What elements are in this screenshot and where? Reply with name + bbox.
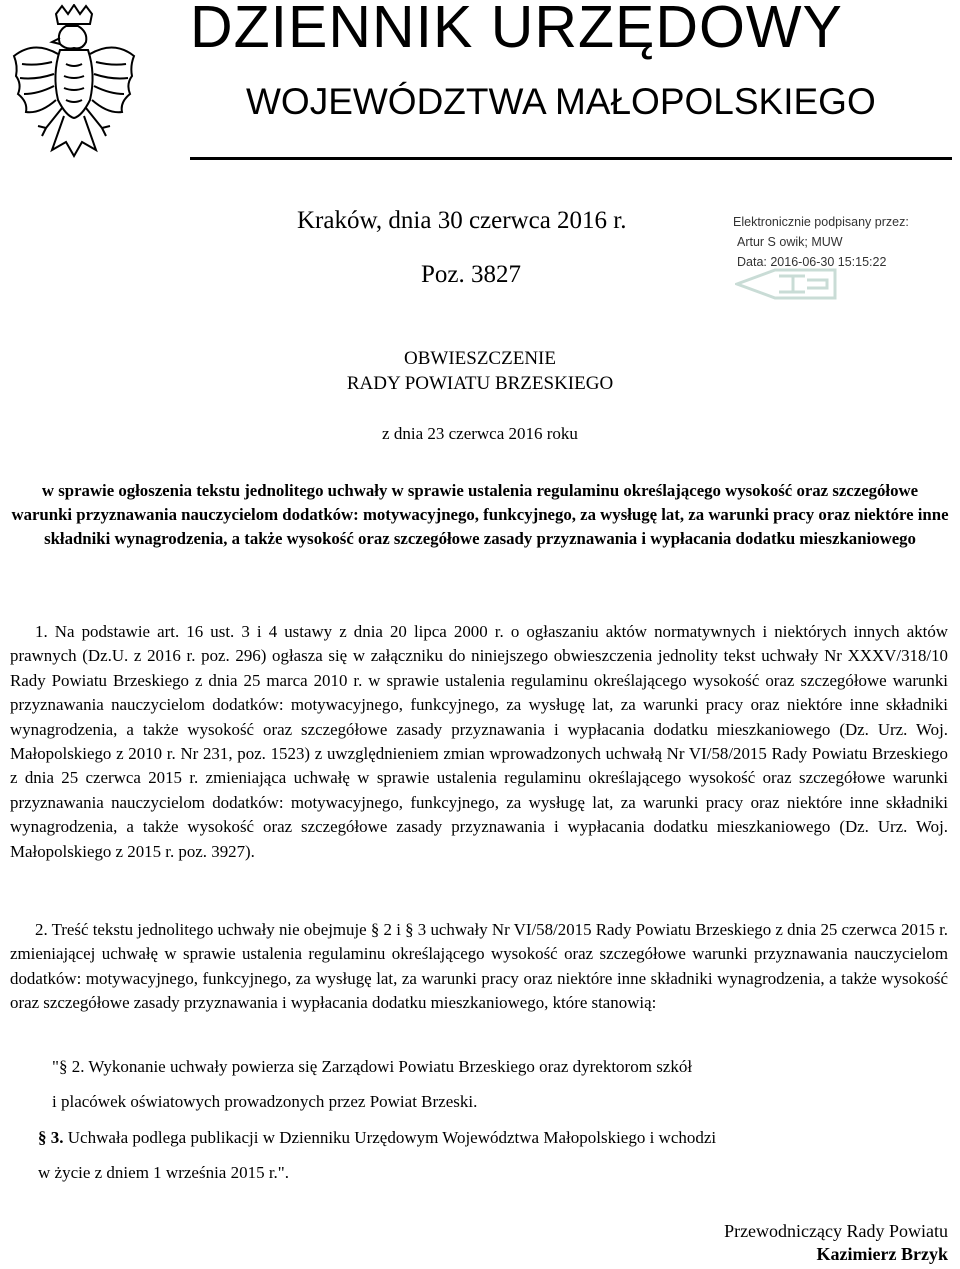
- document-heading: OBWIESZCZENIE: [404, 348, 556, 369]
- coat-of-arms-eagle-icon: [8, 4, 140, 164]
- document-subject: w sprawie ogłoszenia tekstu jednolitego uchwały w sprawie ustalenia regulaminu określającego wysokość oraz szczegółowe warunki przyznawania nauczycielom dodatków: motywacyjnego, funkcyjnego, za wysługę lat, za warunki pracy oraz niektóre inne składniki wynagrodzenia, a także wysokość oraz szczegółowe zasady przyznawania i wypłacania dodatku mieszkaniowego: [11, 481, 949, 548]
- position-number: Poz. 3827: [421, 261, 521, 288]
- signature-line-signer: Artur S owik; MUW: [737, 235, 843, 249]
- paragraph-1: 1. Na podstawie art. 16 ust. 3 i 4 ustawy z dnia 20 lipca 2000 r. o ogłaszaniu aktów normatywnych i niektórych innych aktów prawnych (Dz.U. z 2016 r. poz. 296) ogłasza się w załączniku do niniejszego obwieszczenia jednolity tekst uchwały Nr XXXV/318/10 Rady Powiatu Brzeskiego z dnia 25 marca 2010 r. w sprawie ustalenia regulaminu określającego wysokość oraz szczegółowe warunki przyznawania nauczycielom dodatków: motywacyjnego, funkcyjnego, za wysługę lat, za warunki pracy oraz niektóre inne składniki wynagrodzenia, a także wysokość oraz szczegółowe zasady przyznawania i wypłacania dodatku mieszkaniowego (Dz. Urz. Woj. Małopolskiego z 2010 r. Nr 231, poz. 1523) z uwzględnieniem zmian wprowadzonych uchwałą Nr VI/58/2015 Rady Powiatu Brzeskiego z dnia 25 czerwca 2015 r. zmieniająca uchwałę w sprawie ustalenia regulaminu określającego wysokość oraz szczegółowe warunki przyznawania nauczycielom dodatków: motywacyjnego, funkcyjnego, za wysługę lat, za warunki pracy oraz niektóre inne składniki wynagrodzenia, a także wysokość oraz szczegółowe zasady przyznawania i wypłacania dodatku mieszkaniowego (Dz. Urz. Woj. Małopolskiego z 2015 r. poz. 3927).: [10, 622, 948, 861]
- quoted-section-2-line2: i placówek oświatowych prowadzonych przez Powiat Brzeski.: [52, 1092, 478, 1111]
- journal-subtitle: WOJEWÓDZTWA MAŁOPOLSKIEGO: [246, 81, 876, 122]
- place-date: Kraków, dnia 30 czerwca 2016 r.: [297, 207, 627, 234]
- quoted-section-3-line2: w życie z dniem 1 września 2015 r.".: [38, 1163, 289, 1182]
- quoted-section-2-line1: "§ 2. Wykonanie uchwały powierza się Zarządowi Powiatu Brzeskiego oraz dyrektorom szkół: [52, 1057, 693, 1076]
- quoted-section-3-line1: [38, 1126, 938, 1150]
- electronic-signature-stamp: [733, 212, 958, 272]
- signature-line-date: Data: 2016-06-30 15:15:22: [737, 255, 887, 269]
- document-date: z dnia 23 czerwca 2016 roku: [382, 424, 578, 443]
- section-3-number: § 3.: [38, 1128, 64, 1147]
- signature-line-label: Elektronicznie podpisany przez:: [733, 215, 909, 229]
- signature-mark-icon: [735, 268, 845, 300]
- signer-name: Kazimierz Brzyk: [816, 1244, 948, 1264]
- header-divider: [190, 157, 952, 160]
- section-3-text: Uchwała podlega publikacji w Dzienniku Urzędowym Województwa Małopolskiego i wchodzi: [63, 1128, 717, 1147]
- paragraph-2: 2. Treść tekstu jednolitego uchwały nie obejmuje § 2 i § 3 uchwały Nr VI/58/2015 Rady Powiatu Brzeskiego z dnia 25 czerwca 2015 r. zmieniającej uchwałę w sprawie ustalenia regulaminu określającego wysokość oraz szczegółowe warunki przyznawania nauczycielom dodatków: motywacyjnego, funkcyjnego, za wysługę lat, za warunki pracy oraz niektóre inne składniki wynagrodzenia, a także wysokość oraz szczegółowe zasady przyznawania i wypłacania dodatku mieszkaniowego, które stanowią:: [10, 920, 949, 1013]
- document-issuer: RADY POWIATU BRZESKIEGO: [346, 373, 614, 394]
- journal-title: DZIENNIK URZĘDOWY: [190, 0, 843, 60]
- signer-role: Przewodniczący Rady Powiatu: [724, 1221, 948, 1241]
